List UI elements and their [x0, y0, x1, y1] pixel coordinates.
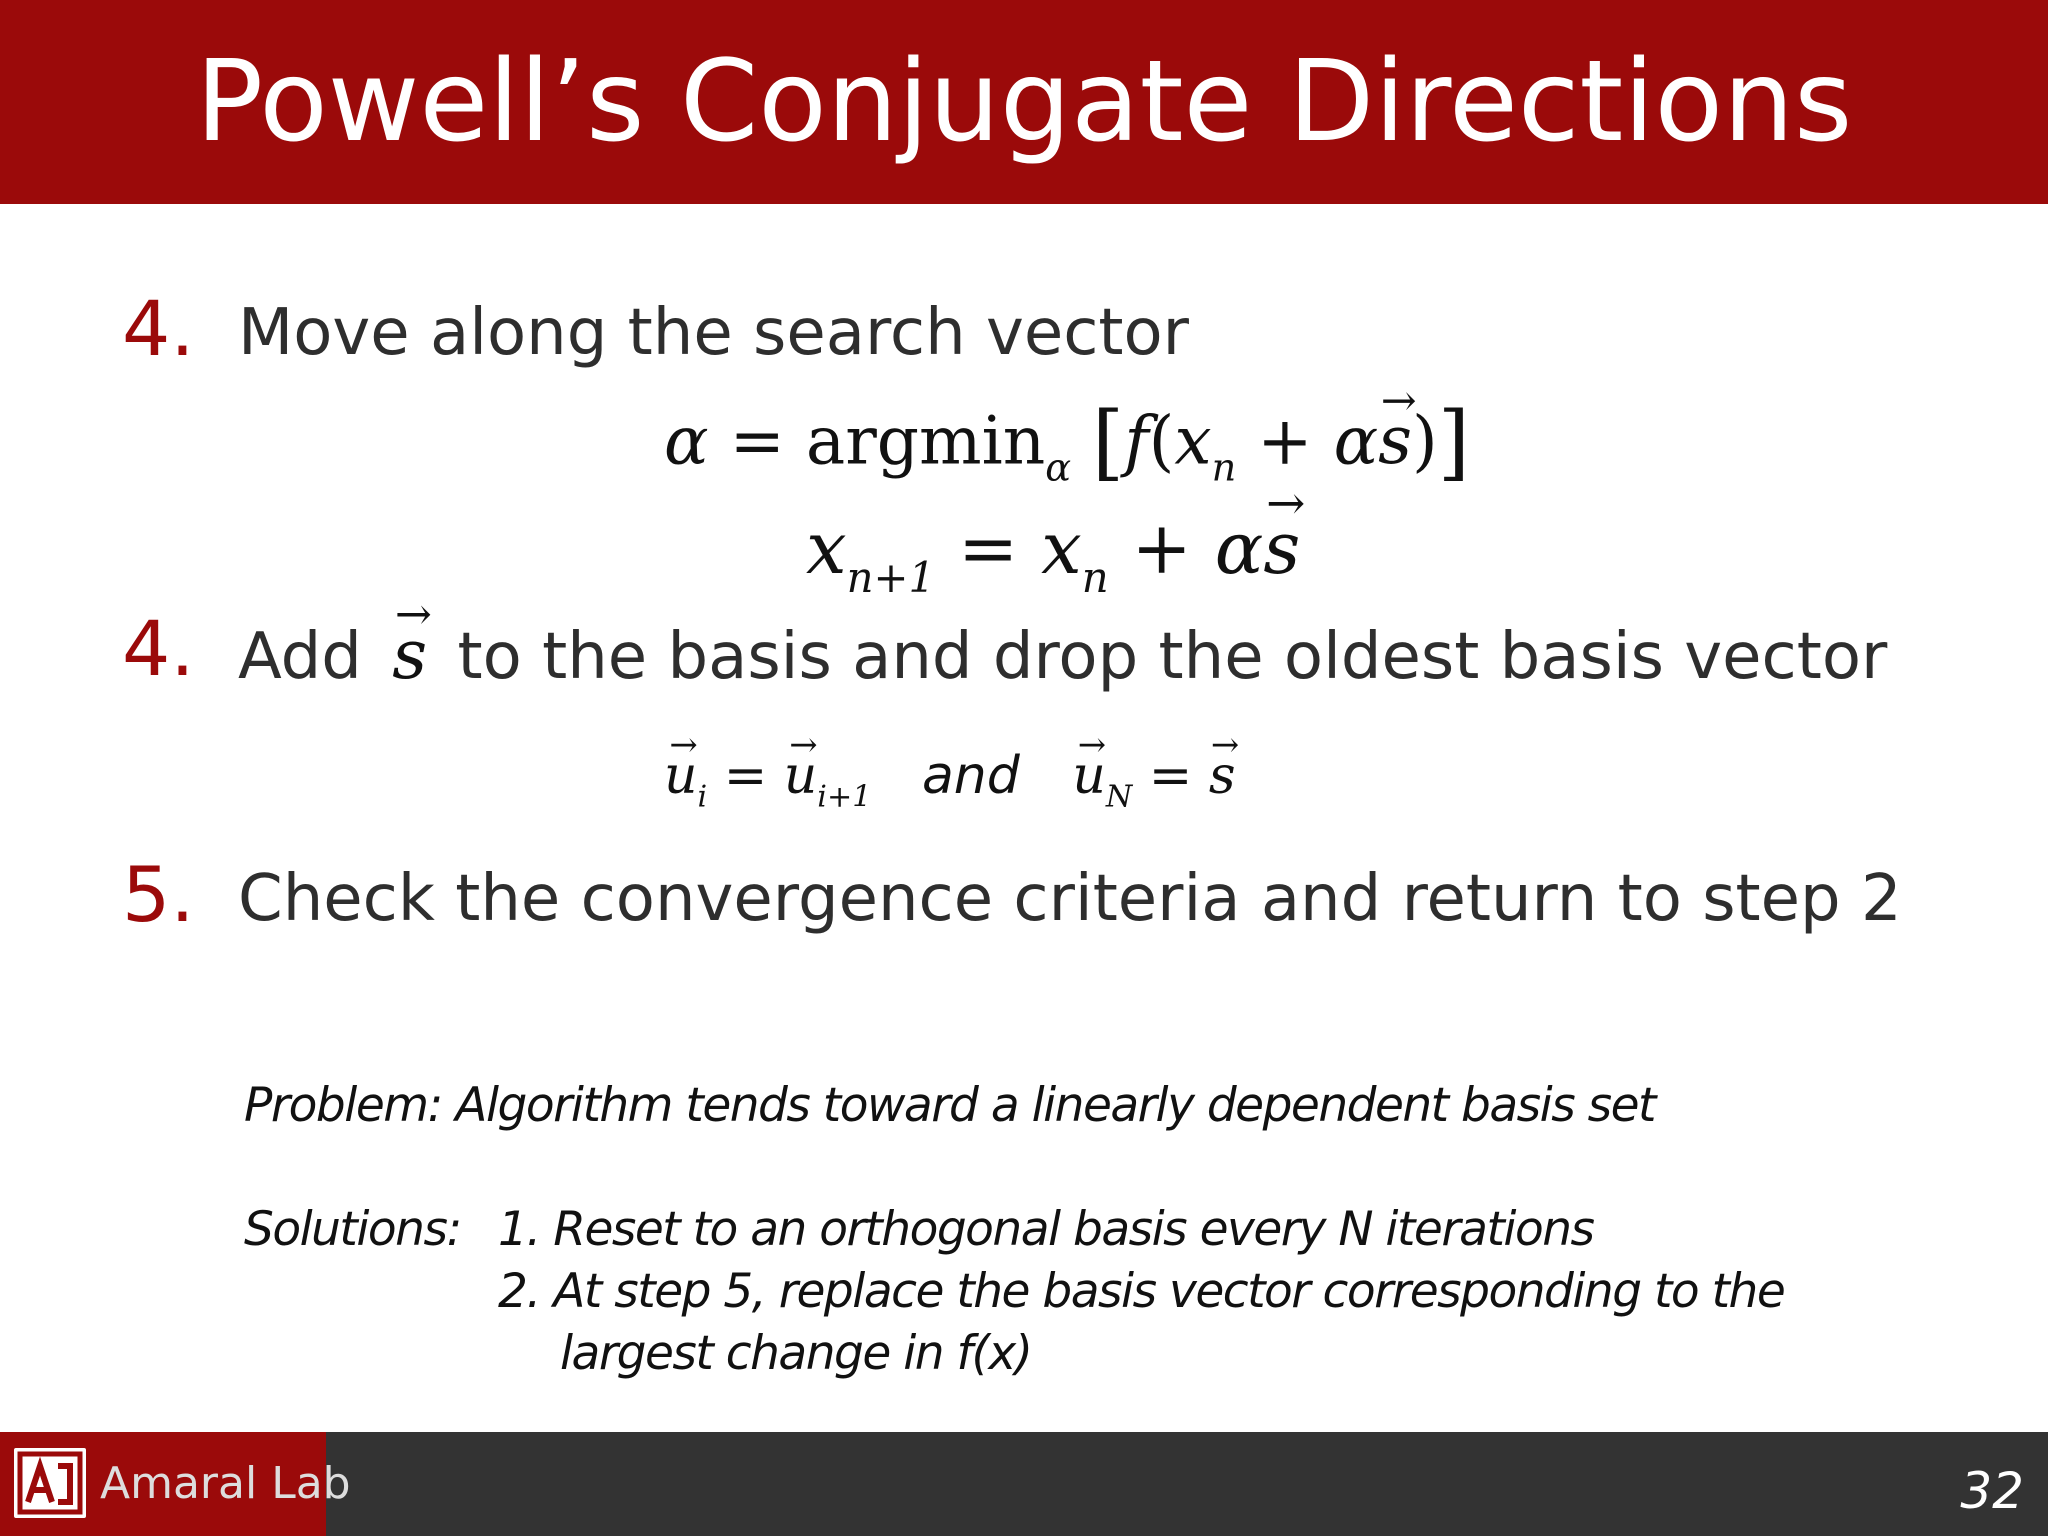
eq-u-N-sub: N	[1105, 779, 1133, 815]
eq-u-i1: → u	[784, 746, 818, 806]
eq-u-i1-sub: i+1	[817, 779, 872, 815]
equation-basis-shift	[664, 746, 1236, 815]
eq-equals-4: =	[1148, 746, 1193, 806]
eq-x-rhs: x	[1041, 506, 1082, 590]
eq-x-sub: n	[1211, 445, 1237, 491]
equation-argmin: α = argmin$_\alpha$ $[f(x_n + \alpha\to s)]$	[664, 394, 1470, 491]
eq-s-vector-3: → s	[1209, 746, 1236, 806]
eq-argmin: argmin	[805, 402, 1046, 480]
footer-brand-name: Amaral Lab	[100, 1458, 351, 1509]
eq-u-i: → u	[664, 746, 698, 806]
step-text-2-after: to the basis and drop the oldest basis vector	[457, 620, 1888, 694]
problem-text: Problem: Algorithm tends toward a linearly dependent basis set	[244, 1078, 1655, 1133]
solution-2: 2. At step 5, replace the basis vector corresponding to the	[498, 1264, 1785, 1319]
page-number: 32	[1960, 1462, 2024, 1520]
step-text-1: Move along the search vector	[238, 296, 1189, 370]
step-number-3: 5.	[122, 850, 195, 939]
eq-x-rhs-sub: n	[1081, 552, 1109, 602]
eq-u-N: → u	[1072, 746, 1106, 806]
slide-title: Powell’s Conjugate Directions	[195, 37, 1853, 167]
amaral-lab-logo-icon	[14, 1448, 86, 1518]
eq-and: and	[921, 746, 1020, 806]
solutions-label: Solutions:	[244, 1202, 461, 1257]
step-text-2	[238, 616, 1887, 695]
eq-alpha: α	[664, 402, 709, 480]
step-number-1: 4.	[122, 284, 195, 373]
eq-x: x	[1174, 402, 1212, 480]
eq-alpha-2: α	[1333, 402, 1379, 480]
step-s-vector: → s	[392, 616, 427, 695]
eq-s-vector: → s	[1378, 402, 1412, 479]
eq-alpha-3: α	[1214, 506, 1264, 590]
eq-plus: +	[1257, 402, 1313, 480]
eq-equals-2: =	[957, 506, 1019, 590]
eq-right-bracket: ]	[1437, 394, 1470, 490]
equation-update	[806, 506, 1300, 602]
eq-equals: =	[729, 402, 785, 480]
eq-x-lhs: x	[806, 506, 847, 590]
eq-left-bracket: [	[1092, 394, 1125, 490]
eq-argmin-sub: α	[1045, 445, 1072, 491]
eq-plus-2: +	[1131, 506, 1192, 590]
step-number-2: 4.	[122, 604, 195, 693]
step-text-2-before: Add	[238, 620, 362, 694]
eq-x-lhs-sub: n+1	[846, 552, 936, 602]
eq-f: f	[1124, 402, 1149, 480]
eq-equals-3: =	[723, 746, 768, 806]
eq-u-i-sub: i	[697, 779, 708, 815]
solution-1: 1. Reset to an orthogonal basis every N iterations	[498, 1202, 1594, 1257]
eq-s-vector-2: → s	[1263, 506, 1300, 590]
step-text-3: Check the convergence criteria and return to step 2	[238, 862, 1902, 936]
solution-2-continued: largest change in f(x)	[560, 1326, 1032, 1381]
